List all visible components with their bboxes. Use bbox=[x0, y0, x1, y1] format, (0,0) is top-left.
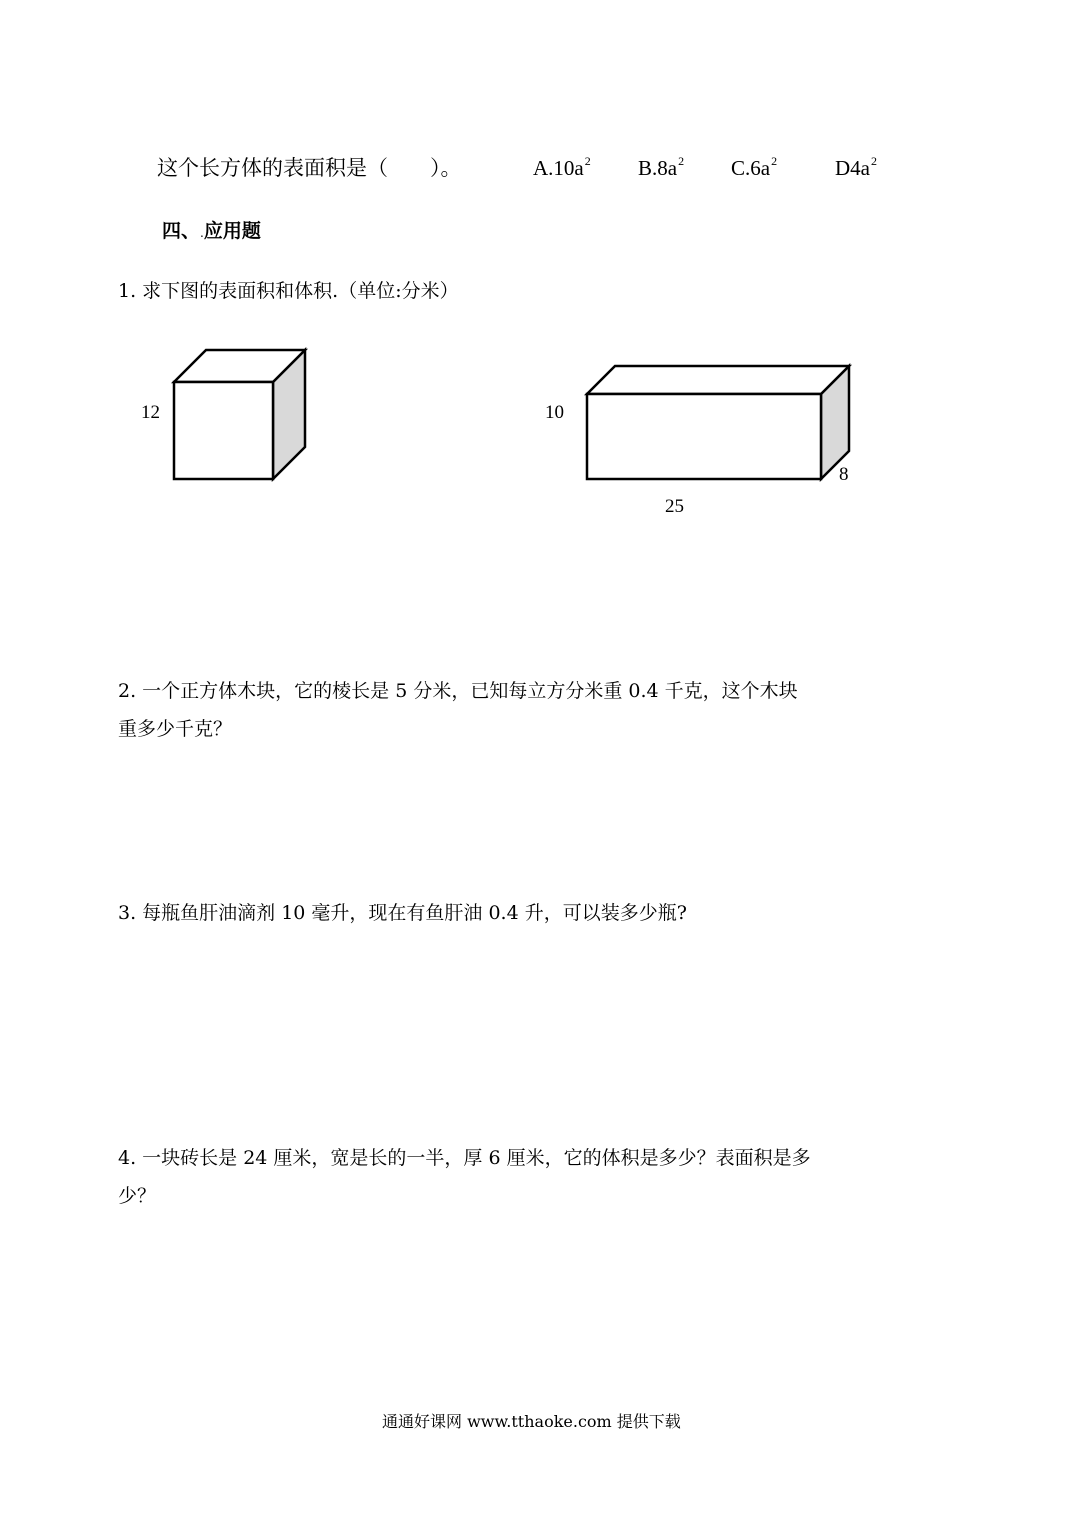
option-a-exponent: 2 bbox=[584, 154, 591, 168]
cuboid-figure bbox=[587, 366, 849, 479]
option-d-exponent: 2 bbox=[871, 154, 877, 168]
cube-edge-label: 12 bbox=[141, 402, 160, 423]
option-c-base: C.6a bbox=[731, 156, 771, 180]
problem-4-line-1: 4. 一块砖长是 24 厘米，宽是长的一半，厚 6 厘米，它的体积是多少？表面积是多 bbox=[118, 1147, 811, 1169]
cuboid-width-label: 8 bbox=[839, 464, 849, 485]
option-d-base: D4a bbox=[835, 156, 870, 180]
problem-4 bbox=[118, 1139, 811, 1215]
problem-2-line-1: 2. 一个正方体木块，它的棱长是 5 分米，已知每立方分米重 0.4 千克，这个木块 bbox=[118, 680, 798, 702]
option-a-base: A.10a bbox=[533, 156, 584, 180]
option-b-exponent: 2 bbox=[678, 154, 685, 168]
section-heading-number: 四、 bbox=[162, 220, 201, 242]
cuboid-length-label: 25 bbox=[665, 496, 684, 517]
choice-question-text: 这个长方体的表面积是（ ）。 bbox=[157, 156, 462, 180]
option-c-exponent: 2 bbox=[771, 154, 778, 168]
option-b-base: B.8a bbox=[638, 156, 678, 180]
footer-credit: 通通好课网 www.tthaoke.com 提供下载 bbox=[382, 1412, 681, 1431]
cube-front-face bbox=[174, 382, 273, 479]
cuboid-top-face bbox=[587, 366, 849, 394]
problem-3: 3. 每瓶鱼肝油滴剂 10 毫升，现在有鱼肝油 0.4 升，可以装多少瓶? bbox=[118, 902, 687, 924]
section-heading-dot: . bbox=[200, 226, 204, 240]
problem-2-line-2: 重多少千克？ bbox=[118, 718, 233, 740]
cuboid-front-face bbox=[587, 394, 821, 479]
problem-4-line-2: 少？ bbox=[118, 1185, 157, 1207]
problem-1: 1. 求下图的表面积和体积.（单位:分米） bbox=[118, 280, 459, 302]
problem-2 bbox=[118, 672, 798, 748]
cuboid-height-label: 10 bbox=[545, 402, 564, 423]
cube-figure bbox=[174, 350, 305, 479]
section-heading-text: 应用题 bbox=[203, 220, 261, 242]
